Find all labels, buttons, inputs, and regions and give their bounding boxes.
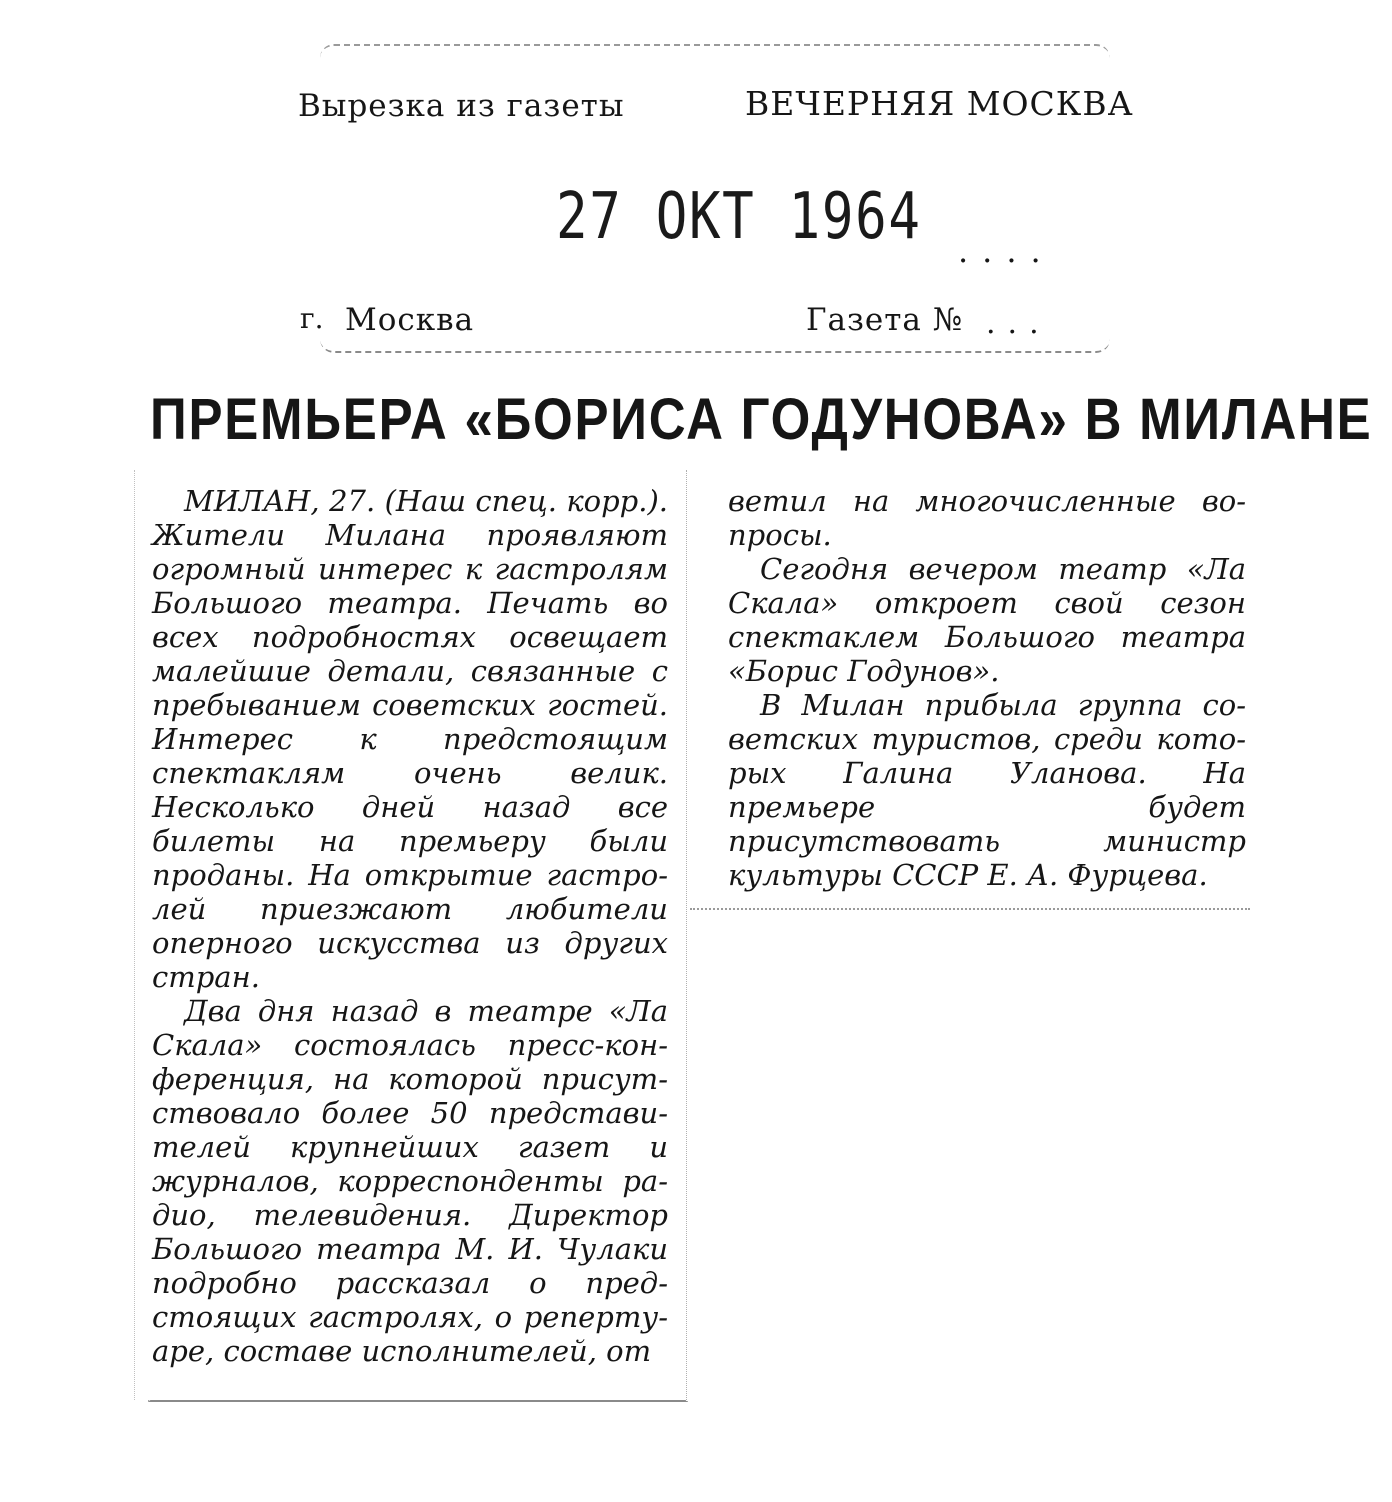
city-prefix: г. <box>300 302 324 335</box>
newspaper-number-dots: ... <box>986 306 1051 341</box>
column-1-cut-line <box>148 1400 688 1402</box>
newspaper-number-label: Газета № <box>806 302 964 338</box>
article-headline: ПРЕМЬЕРА «БОРИСА ГОДУНОВА» В МИЛАНЕ <box>150 387 1373 452</box>
clipping-left-edge <box>134 470 135 1400</box>
paragraph-2: Два дня назад в театре «Ла Скала» состоялась пресс-конференция, на которой присутствовало более 50 представителей крупнейших газет и журналов, корреспонденты радио, телевидения. Директор Большого театра М. И. Чулаки подробно рассказал о предстоящих гастролях, о репертуаре, составе исполнителей, от <box>152 994 668 1368</box>
date-dots: .... <box>958 232 1055 270</box>
column-2-cut-line <box>690 908 1250 910</box>
source-newspaper-name: ВЕЧЕРНЯЯ МОСКВА <box>745 84 1134 123</box>
date-stamp: 27 ОКТ 1964 <box>556 180 922 254</box>
column-separator <box>686 470 687 1400</box>
paragraph-3: Сегодня вечером театр «Ла Скала» откроет свой сезон спектаклем Большого театра «Борис Годунов». <box>728 552 1246 688</box>
paragraph-1: МИЛАН, 27. (Наш спец. корр.). Жители Милана проявляют огромный интерес к гастролям Большого театра. Печать во всех подробностях освещает малейшие детали, связанные с пребыванием советских гостей. Интерес к предстоящим спектаклям очень велик. Несколько дней назад все билеты на премьеру были проданы. На открытие гастролей приезжают любители оперного искусства из других стран. <box>152 484 668 994</box>
article-column-2 <box>728 484 1246 892</box>
paragraph-4: В Милан прибыла группа советских туристов, среди которых Галина Уланова. На премьере будет присутствовать министр культуры СССР Е. А. Фурцева. <box>728 688 1246 892</box>
source-label: Вырезка из газеты <box>298 88 625 124</box>
paragraph-2-continued: ветил на многочисленные вопросы. <box>728 484 1246 552</box>
article-column-1 <box>152 484 668 1368</box>
city-label: Москва <box>345 302 475 338</box>
